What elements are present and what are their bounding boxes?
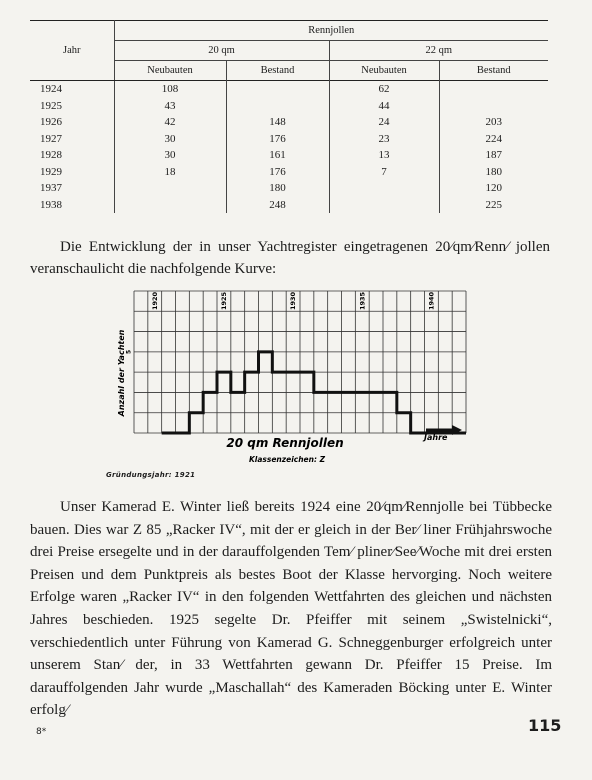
year-cell: 1929 xyxy=(40,165,62,178)
value-cell xyxy=(439,81,548,98)
value-cell: 225 xyxy=(439,197,548,214)
table-row xyxy=(30,81,548,98)
x-tick-label: 1940 xyxy=(427,291,436,311)
year-cell: 1928 xyxy=(40,149,62,162)
table-row xyxy=(30,147,548,164)
value-cell: 248 xyxy=(226,197,329,214)
table-row xyxy=(30,197,548,214)
value-cell: 120 xyxy=(439,180,548,197)
year-header: Jahr xyxy=(30,21,114,81)
year-cell: 1924 xyxy=(40,83,62,96)
year-cell: 1937 xyxy=(40,182,62,195)
table-row xyxy=(30,180,548,197)
value-cell: 13 xyxy=(329,147,439,164)
value-cell: 176 xyxy=(226,131,329,148)
chart-subtitle: Klassenzeichen: Z xyxy=(248,455,326,464)
year-cell: 1927 xyxy=(40,132,62,145)
subcol-header: Bestand xyxy=(226,61,329,81)
value-cell xyxy=(114,197,226,214)
founded-label: Gründungsjahr: 1921 xyxy=(106,471,196,479)
chart-title: 20 qm Rennjollen xyxy=(226,436,344,450)
value-cell: 23 xyxy=(329,131,439,148)
signature-mark: 8* xyxy=(36,727,47,737)
year-cell: 1938 xyxy=(40,198,62,211)
value-cell: 108 xyxy=(114,81,226,98)
intro-paragraph: Die Entwicklung der in unser Yachtregister eingetragenen 20⁄qm⁄Renn⁄ jollen veranschaulicht die nachfolgende Kurve: xyxy=(30,239,550,277)
x-tick-label: 1930 xyxy=(289,291,298,311)
value-cell xyxy=(226,81,329,98)
table-title: Rennjollen xyxy=(114,21,548,41)
value-cell: 30 xyxy=(114,131,226,148)
value-cell: 176 xyxy=(226,164,329,181)
value-cell: 24 xyxy=(329,114,439,131)
rennjollen-table xyxy=(30,20,548,213)
value-cell: 203 xyxy=(439,114,548,131)
y-axis-label: Anzahl der Yachten xyxy=(117,329,126,417)
value-cell: 42 xyxy=(114,114,226,131)
subcol-header: Bestand xyxy=(439,61,548,81)
chart-grid xyxy=(134,291,466,433)
x-tick-label: 1925 xyxy=(219,291,228,311)
group-header-20qm: 20 qm xyxy=(114,41,329,61)
subcol-header: Neubauten xyxy=(329,61,439,81)
x-tick-label: 1935 xyxy=(358,291,367,311)
value-cell: 161 xyxy=(226,147,329,164)
value-cell: 148 xyxy=(226,114,329,131)
value-cell: 43 xyxy=(114,98,226,115)
body-text xyxy=(30,496,552,722)
y-tick-labels xyxy=(126,350,133,354)
x-axis-label: Jahre xyxy=(424,433,448,442)
value-cell xyxy=(226,98,329,115)
group-header-22qm: 22 qm xyxy=(329,41,548,61)
yacht-count-chart xyxy=(100,283,480,469)
body-paragraph: Unser Kamerad E. Winter ließ bereits 1924 eine 20⁄qm⁄Rennjolle bei Tübbecke bauen. Dies war Z 85 „Racker IV“, mit der er gleich in der Ber⁄ liner Frühjahrswoche drei Preise ersegelte und in der darauffolgenden Tem⁄ pliner⁄See⁄Woche mit drei ersten Preisen und dem Punktpreis als bestes Boot der Klasse hervorging. Noch weitere Erfolge waren „Racker IV“ in den folgenden Wettfahrten des gleichen und nächsten Jahres beschieden. 1925 segelte Dr. Pfeiffer mit seinem „Swistelnicki“, verschiedentlich unter Führung von Kamerad G. Schneggenburger erfolgreich unter unserem Stan⁄ der, in 33 Wettfahrten gewann Dr. Pfeiffer 15 Preise. Im darauffolgenden Jahr wurde „Maschallah“ des Kameraden Böcking unter E. Winter erfolg⁄ xyxy=(30,499,552,719)
x-tick-labels xyxy=(151,291,436,310)
table-row xyxy=(30,98,548,115)
value-cell: 44 xyxy=(329,98,439,115)
value-cell: 224 xyxy=(439,131,548,148)
page-number: 115 xyxy=(528,716,562,735)
x-tick-label: 1920 xyxy=(150,291,159,311)
value-cell: 180 xyxy=(439,164,548,181)
value-cell: 180 xyxy=(226,180,329,197)
value-cell xyxy=(114,180,226,197)
value-cell xyxy=(439,98,548,115)
value-cell: 7 xyxy=(329,164,439,181)
year-cell: 1926 xyxy=(40,116,62,129)
value-cell xyxy=(329,197,439,214)
value-cell: 187 xyxy=(439,147,548,164)
table-row xyxy=(30,114,548,131)
year-cell: 1925 xyxy=(40,99,62,112)
value-cell: 18 xyxy=(114,164,226,181)
y-tick-label: 5 xyxy=(125,349,133,354)
value-cell: 30 xyxy=(114,147,226,164)
table-row xyxy=(30,131,548,148)
value-cell: 62 xyxy=(329,81,439,98)
value-cell xyxy=(329,180,439,197)
table-row xyxy=(30,164,548,181)
subcol-header: Neubauten xyxy=(114,61,226,81)
